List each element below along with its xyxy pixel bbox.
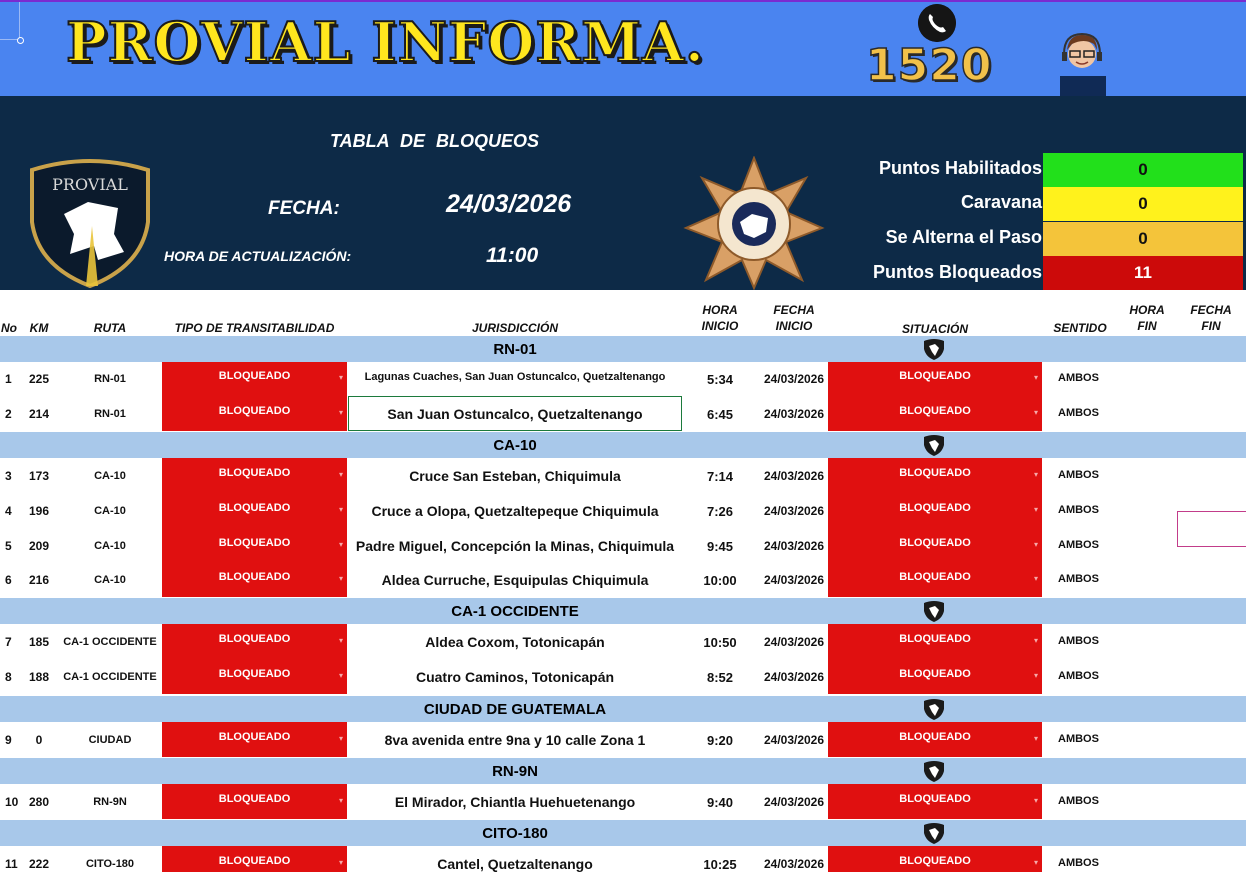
col-header-fecha-fin[interactable]: FECHA FIN — [1190, 303, 1232, 333]
stat-label-alterna: Se Alterna el Paso — [885, 227, 1042, 247]
row-number[interactable]: 11 — [5, 857, 18, 871]
col-header-jurisdiccion[interactable]: JURISDICCIÓN — [471, 321, 558, 335]
fecha-fin-active-cell[interactable] — [1177, 511, 1246, 547]
group-header-row[interactable] — [0, 598, 1246, 624]
group-name: RN-9N — [492, 763, 538, 780]
sentido-cell[interactable]: AMBOS — [1058, 407, 1099, 419]
km-cell[interactable]: 280 — [28, 795, 50, 809]
situacion-value: BLOQUEADO — [899, 633, 971, 645]
situacion-value: BLOQUEADO — [899, 668, 971, 680]
km-cell[interactable]: 173 — [28, 469, 50, 483]
sentido-cell[interactable]: AMBOS — [1058, 857, 1099, 869]
km-cell[interactable]: 209 — [28, 539, 50, 553]
row-number[interactable]: 5 — [5, 539, 12, 553]
dropdown-arrow-icon[interactable]: ▾ — [1033, 505, 1038, 514]
col-header-tipo[interactable]: TIPO DE TRANSITABILIDAD — [174, 321, 335, 335]
jurisdiccion-cell[interactable]: Padre Miguel, Concepción la Minas, Chiquimula — [355, 538, 675, 554]
row-number[interactable]: 4 — [5, 504, 12, 518]
row-number[interactable]: 3 — [5, 469, 12, 483]
hora-inicio-cell[interactable]: 9:40 — [706, 795, 734, 810]
sentido-cell[interactable]: AMBOS — [1058, 733, 1099, 745]
tipo-transitabilidad-dropdown[interactable] — [162, 362, 347, 396]
dropdown-arrow-icon[interactable]: ▾ — [1033, 734, 1038, 743]
sentido-cell[interactable]: AMBOS — [1058, 573, 1099, 585]
ruta-cell[interactable]: CIUDAD — [88, 734, 132, 746]
col-header-hora-fin[interactable]: HORA FIN — [1129, 303, 1165, 333]
top-banner — [0, 0, 1246, 96]
tipo-transitabilidad-dropdown[interactable] — [162, 528, 347, 563]
fecha-inicio-cell[interactable]: 24/03/2026 — [763, 504, 825, 518]
row-number[interactable]: 10 — [5, 795, 19, 809]
situacion-value: BLOQUEADO — [899, 537, 971, 549]
ruta-cell[interactable]: CA-10 — [94, 574, 126, 586]
sentido-cell[interactable]: AMBOS — [1058, 372, 1099, 384]
fecha-label: FECHA: — [268, 198, 340, 219]
mascot-avatar — [1050, 24, 1114, 98]
hora-inicio-cell[interactable]: 6:45 — [706, 407, 734, 422]
tipo-value: BLOQUEADO — [218, 405, 291, 417]
stat-value-bloqueados[interactable]: 11 — [1043, 256, 1243, 290]
dropdown-arrow-icon[interactable]: ▾ — [1033, 796, 1038, 805]
tipo-transitabilidad-dropdown[interactable] — [162, 722, 347, 757]
situacion-dropdown[interactable] — [828, 784, 1042, 819]
col-header-fecha-inicio[interactable]: FECHA INICIO — [773, 303, 815, 333]
situacion-value: BLOQUEADO — [899, 731, 971, 743]
fecha-inicio-cell[interactable]: 24/03/2026 — [763, 733, 825, 747]
ruta-cell[interactable]: CA-10 — [94, 540, 126, 552]
dropdown-arrow-icon[interactable]: ▾ — [1033, 470, 1038, 479]
fecha-value: 24/03/2026 — [446, 190, 572, 218]
situacion-value: BLOQUEADO — [899, 793, 971, 805]
hora-inicio-cell[interactable]: 8:52 — [706, 670, 734, 685]
situacion-dropdown[interactable] — [828, 493, 1042, 528]
ruta-cell[interactable]: RN-01 — [94, 408, 126, 420]
tipo-value: BLOQUEADO — [218, 467, 291, 479]
jurisdiccion-cell[interactable]: 8va avenida entre 9na y 10 calle Zona 1 — [384, 732, 646, 748]
fecha-inicio-cell[interactable]: 24/03/2026 — [763, 407, 825, 421]
stat-value-habilitados[interactable]: 0 — [1043, 153, 1243, 187]
logo-text: PROVIAL — [52, 175, 128, 194]
pmt-shield-icon — [922, 698, 946, 720]
pmt-shield-icon — [922, 338, 946, 360]
group-header-row[interactable] — [0, 758, 1246, 784]
sentido-cell[interactable]: AMBOS — [1058, 795, 1099, 807]
pmt-shield-icon — [922, 434, 946, 456]
dropdown-arrow-icon[interactable]: ▾ — [1033, 540, 1038, 549]
group-name: CA-1 OCCIDENTE — [451, 603, 579, 620]
situacion-dropdown[interactable] — [828, 396, 1042, 431]
dropdown-arrow-icon[interactable]: ▾ — [338, 671, 343, 680]
col-header-hora-inicio[interactable]: HORA INICIO — [701, 303, 739, 333]
dropdown-arrow-icon[interactable]: ▾ — [1033, 671, 1038, 680]
jurisdiccion-cell[interactable]: San Juan Ostuncalco, Quetzaltenango — [387, 406, 643, 422]
hora-inicio-cell[interactable]: 7:26 — [706, 504, 734, 519]
dropdown-arrow-icon[interactable]: ▾ — [338, 574, 343, 583]
sentido-cell[interactable]: AMBOS — [1058, 670, 1099, 682]
dropdown-arrow-icon[interactable]: ▾ — [338, 373, 343, 382]
stat-label-habilitados: Puntos Habilitados — [878, 158, 1042, 178]
tipo-transitabilidad-dropdown[interactable] — [162, 396, 347, 431]
situacion-dropdown[interactable] — [828, 563, 1042, 597]
hora-value: 11:00 — [486, 244, 539, 267]
pmt-shield-icon — [922, 760, 946, 782]
ruta-cell[interactable]: CA-1 OCCIDENTE — [63, 636, 157, 648]
pmt-shield-icon — [922, 600, 946, 622]
table-row — [0, 396, 1246, 431]
tipo-value: BLOQUEADO — [218, 537, 291, 549]
fecha-inicio-cell[interactable]: 24/03/2026 — [763, 372, 825, 386]
group-name: CA-10 — [493, 437, 537, 454]
situacion-dropdown[interactable] — [828, 846, 1042, 872]
sheet-corner-cell[interactable] — [0, 2, 20, 40]
situacion-value: BLOQUEADO — [899, 405, 971, 417]
ruta-cell[interactable]: RN-9N — [93, 796, 127, 808]
row-number[interactable]: 1 — [5, 372, 12, 386]
tipo-value: BLOQUEADO — [218, 571, 291, 583]
tipo-transitabilidad-dropdown[interactable] — [162, 659, 347, 694]
situacion-dropdown[interactable] — [828, 458, 1042, 493]
table-title: TABLA DE BLOQUEOS — [330, 131, 539, 151]
ruta-cell[interactable]: CA-10 — [94, 505, 126, 517]
dropdown-arrow-icon[interactable]: ▾ — [338, 540, 343, 549]
table-row — [0, 784, 1246, 819]
situacion-dropdown[interactable] — [828, 722, 1042, 757]
pmt-shield-icon — [922, 822, 946, 844]
sentido-cell[interactable]: AMBOS — [1058, 504, 1099, 516]
provial-shield-logo — [24, 156, 156, 288]
jurisdiccion-cell[interactable]: Cantel, Quetzaltenango — [437, 856, 593, 872]
table-row — [0, 493, 1246, 528]
situacion-value: BLOQUEADO — [899, 571, 971, 583]
main-title: PROVIAL INFORMA. — [66, 10, 705, 74]
table-row — [0, 659, 1246, 694]
jurisdiccion-cell[interactable]: El Mirador, Chiantla Huehuetenango — [394, 794, 636, 810]
fecha-inicio-cell[interactable]: 24/03/2026 — [763, 857, 825, 871]
dropdown-arrow-icon[interactable]: ▾ — [338, 470, 343, 479]
group-header-row[interactable] — [0, 336, 1246, 362]
situacion-dropdown[interactable] — [828, 362, 1042, 396]
hora-inicio-cell[interactable]: 10:00 — [703, 573, 737, 588]
hora-inicio-cell[interactable]: 10:25 — [703, 857, 737, 872]
row-number[interactable]: 7 — [5, 635, 12, 649]
stat-value-alterna[interactable]: 0 — [1043, 222, 1243, 256]
table-row — [0, 846, 1246, 872]
phone-icon — [918, 4, 956, 42]
tipo-value: BLOQUEADO — [218, 668, 291, 680]
hora-inicio-cell[interactable]: 5:34 — [706, 372, 734, 387]
jurisdiccion-cell[interactable]: Cuatro Caminos, Totonicapán — [415, 669, 615, 685]
hora-inicio-cell[interactable]: 9:20 — [706, 733, 734, 748]
stat-label-bloqueados: Puntos Bloqueados — [872, 262, 1042, 282]
fecha-inicio-cell[interactable]: 24/03/2026 — [763, 539, 825, 553]
jurisdiccion-cell[interactable]: Aldea Coxom, Totonicapán — [425, 634, 605, 650]
situacion-dropdown[interactable] — [828, 528, 1042, 563]
ruta-cell[interactable]: CITO-180 — [85, 858, 135, 870]
dropdown-arrow-icon[interactable]: ▾ — [1033, 636, 1038, 645]
km-cell[interactable]: 196 — [28, 504, 50, 518]
sentido-cell[interactable]: AMBOS — [1058, 539, 1099, 551]
tipo-value: BLOQUEADO — [218, 370, 291, 382]
tipo-transitabilidad-dropdown[interactable] — [162, 563, 347, 597]
group-header-row[interactable] — [0, 696, 1246, 722]
sentido-cell[interactable]: AMBOS — [1058, 469, 1099, 481]
col-header-sentido[interactable]: SENTIDO — [1053, 321, 1107, 335]
dropdown-arrow-icon[interactable]: ▾ — [1033, 574, 1038, 583]
stat-value-caravana[interactable]: 0 — [1043, 187, 1243, 221]
tipo-value: BLOQUEADO — [218, 731, 291, 743]
dropdown-arrow-icon[interactable]: ▾ — [338, 636, 343, 645]
fecha-inicio-cell[interactable]: 24/03/2026 — [763, 469, 825, 483]
sentido-cell[interactable]: AMBOS — [1058, 635, 1099, 647]
tipo-value: BLOQUEADO — [218, 502, 291, 514]
row-number[interactable]: 9 — [5, 733, 12, 747]
dropdown-arrow-icon[interactable]: ▾ — [1033, 858, 1038, 867]
hora-inicio-cell[interactable]: 9:45 — [706, 539, 734, 554]
table-row — [0, 458, 1246, 493]
group-name: RN-01 — [493, 341, 537, 358]
hora-inicio-cell[interactable]: 10:50 — [703, 635, 737, 650]
group-header-row[interactable] — [0, 432, 1246, 458]
dropdown-arrow-icon[interactable]: ▾ — [338, 796, 343, 805]
pmt-star-badge-logo — [682, 156, 826, 290]
tipo-transitabilidad-dropdown[interactable] — [162, 784, 347, 819]
km-cell[interactable]: 216 — [28, 573, 50, 587]
col-header-situacion[interactable]: SITUACIÓN — [902, 322, 968, 336]
shape-handle-icon[interactable] — [17, 37, 24, 44]
dropdown-arrow-icon[interactable]: ▾ — [338, 858, 343, 867]
dropdown-arrow-icon[interactable]: ▾ — [1033, 373, 1038, 382]
ruta-cell[interactable]: CA-1 OCCIDENTE — [63, 671, 157, 683]
tipo-transitabilidad-dropdown[interactable] — [162, 624, 347, 659]
table-row — [0, 362, 1246, 396]
phone-number: 1520 — [866, 40, 993, 91]
fecha-inicio-cell[interactable]: 24/03/2026 — [763, 573, 825, 587]
situacion-value: BLOQUEADO — [899, 502, 971, 514]
dropdown-arrow-icon[interactable]: ▾ — [338, 408, 343, 417]
tipo-transitabilidad-dropdown[interactable] — [162, 458, 347, 493]
ruta-cell[interactable]: CA-10 — [94, 470, 126, 482]
fecha-inicio-cell[interactable]: 24/03/2026 — [763, 670, 825, 684]
dropdown-arrow-icon[interactable]: ▾ — [338, 505, 343, 514]
km-cell[interactable]: 185 — [28, 635, 50, 649]
group-name: CIUDAD DE GUATEMALA — [423, 701, 607, 718]
col-header-ruta[interactable]: RUTA — [93, 321, 127, 335]
tipo-transitabilidad-dropdown[interactable] — [162, 846, 347, 872]
fecha-inicio-cell[interactable]: 24/03/2026 — [763, 635, 825, 649]
tipo-value: BLOQUEADO — [218, 633, 291, 645]
table-row — [0, 528, 1246, 563]
row-number[interactable]: 2 — [5, 407, 12, 421]
situacion-value: BLOQUEADO — [899, 370, 971, 382]
situacion-value: BLOQUEADO — [899, 467, 971, 479]
km-cell[interactable]: 214 — [28, 407, 50, 421]
km-cell[interactable]: 188 — [28, 670, 50, 684]
dropdown-arrow-icon[interactable]: ▾ — [1033, 408, 1038, 417]
jurisdiccion-cell[interactable]: Cruce a Olopa, Quetzaltepeque Chiquimula — [371, 503, 659, 519]
jurisdiccion-cell[interactable]: Aldea Curruche, Esquipulas Chiquimula — [381, 572, 649, 588]
dropdown-arrow-icon[interactable]: ▾ — [338, 734, 343, 743]
hora-label: HORA DE ACTUALIZACIÓN: — [164, 248, 352, 264]
hora-inicio-cell[interactable]: 7:14 — [706, 469, 734, 484]
jurisdiccion-cell[interactable]: Cruce San Esteban, Chiquimula — [409, 468, 621, 484]
stat-label-caravana: Caravana — [960, 192, 1042, 212]
tipo-value: BLOQUEADO — [218, 855, 291, 867]
tipo-transitabilidad-dropdown[interactable] — [162, 493, 347, 528]
row-number[interactable]: 8 — [5, 670, 12, 684]
group-name: CITO-180 — [482, 825, 548, 842]
col-header-no[interactable]: No — [1, 321, 17, 335]
situacion-dropdown[interactable] — [828, 624, 1042, 659]
col-header-km[interactable]: KM — [29, 321, 49, 335]
table-row — [0, 563, 1246, 597]
km-cell[interactable]: 222 — [28, 857, 50, 871]
tipo-value: BLOQUEADO — [218, 793, 291, 805]
jurisdiccion-cell[interactable]: Lagunas Cuaches, San Juan Ostuncalco, Quetzaltenango — [364, 371, 666, 383]
situacion-value: BLOQUEADO — [899, 855, 971, 867]
fecha-inicio-cell[interactable]: 24/03/2026 — [763, 795, 825, 809]
selected-cell-outline[interactable] — [348, 396, 682, 431]
table-row — [0, 624, 1246, 659]
group-header-row[interactable] — [0, 820, 1246, 846]
km-cell[interactable]: 225 — [28, 372, 50, 386]
report-header — [0, 96, 1246, 290]
table-row — [0, 722, 1246, 757]
situacion-dropdown[interactable] — [828, 659, 1042, 694]
ruta-cell[interactable]: RN-01 — [94, 373, 126, 385]
row-number[interactable]: 6 — [5, 573, 12, 587]
km-cell[interactable]: 0 — [35, 733, 43, 747]
